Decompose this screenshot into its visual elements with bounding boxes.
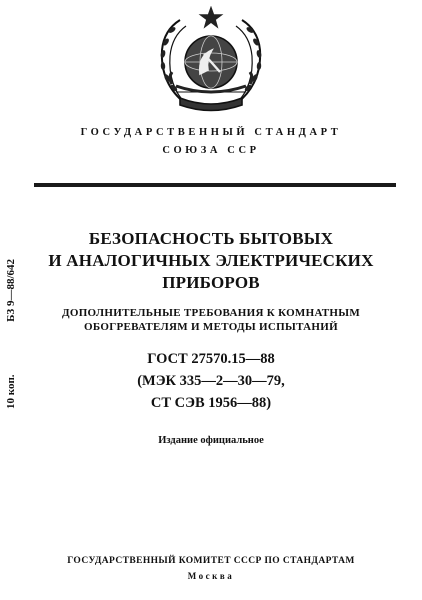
publisher-name: ГОСУДАРСТВЕННЫЙ КОМИТЕТ СССР ПО СТАНДАРТАМ [67,556,355,566]
side-print-info [4,259,18,409]
document-subtitle-line-1: ДОПОЛНИТЕЛЬНЫЕ ТРЕБОВАНИЯ К КОМНАТНЫМ [61,307,361,319]
price-label: 10 коп. [5,374,17,409]
org-line-2: СОЮЗА ССР [162,145,260,156]
divider-rule [34,183,396,187]
st-sev-code: СТ СЭВ 1956—88) [150,395,272,411]
edition-note: Издание официальное [158,435,264,446]
iec-code: (МЭК 335—2—30—79, [137,373,285,389]
document-title-line-3: ПРИБОРОВ [162,273,260,292]
publisher-city: Москва [187,571,235,581]
ussr-state-emblem-icon [146,6,276,114]
catalog-number: БЗ 9—88/642 [5,259,17,322]
document-title-line-2: И АНАЛОГИЧНЫХ ЭЛЕКТРИЧЕСКИХ [48,251,374,270]
org-line-1: ГОСУДАРСТВЕННЫЙ СТАНДАРТ [80,127,342,138]
document-subtitle-line-2: ОБОГРЕВАТЕЛЯМ И МЕТОДЫ ИСПЫТАНИЙ [84,321,338,333]
document-title-line-1: БЕЗОПАСНОСТЬ БЫТОВЫХ [88,229,334,248]
gost-code: ГОСТ 27570.15—88 [147,351,275,367]
